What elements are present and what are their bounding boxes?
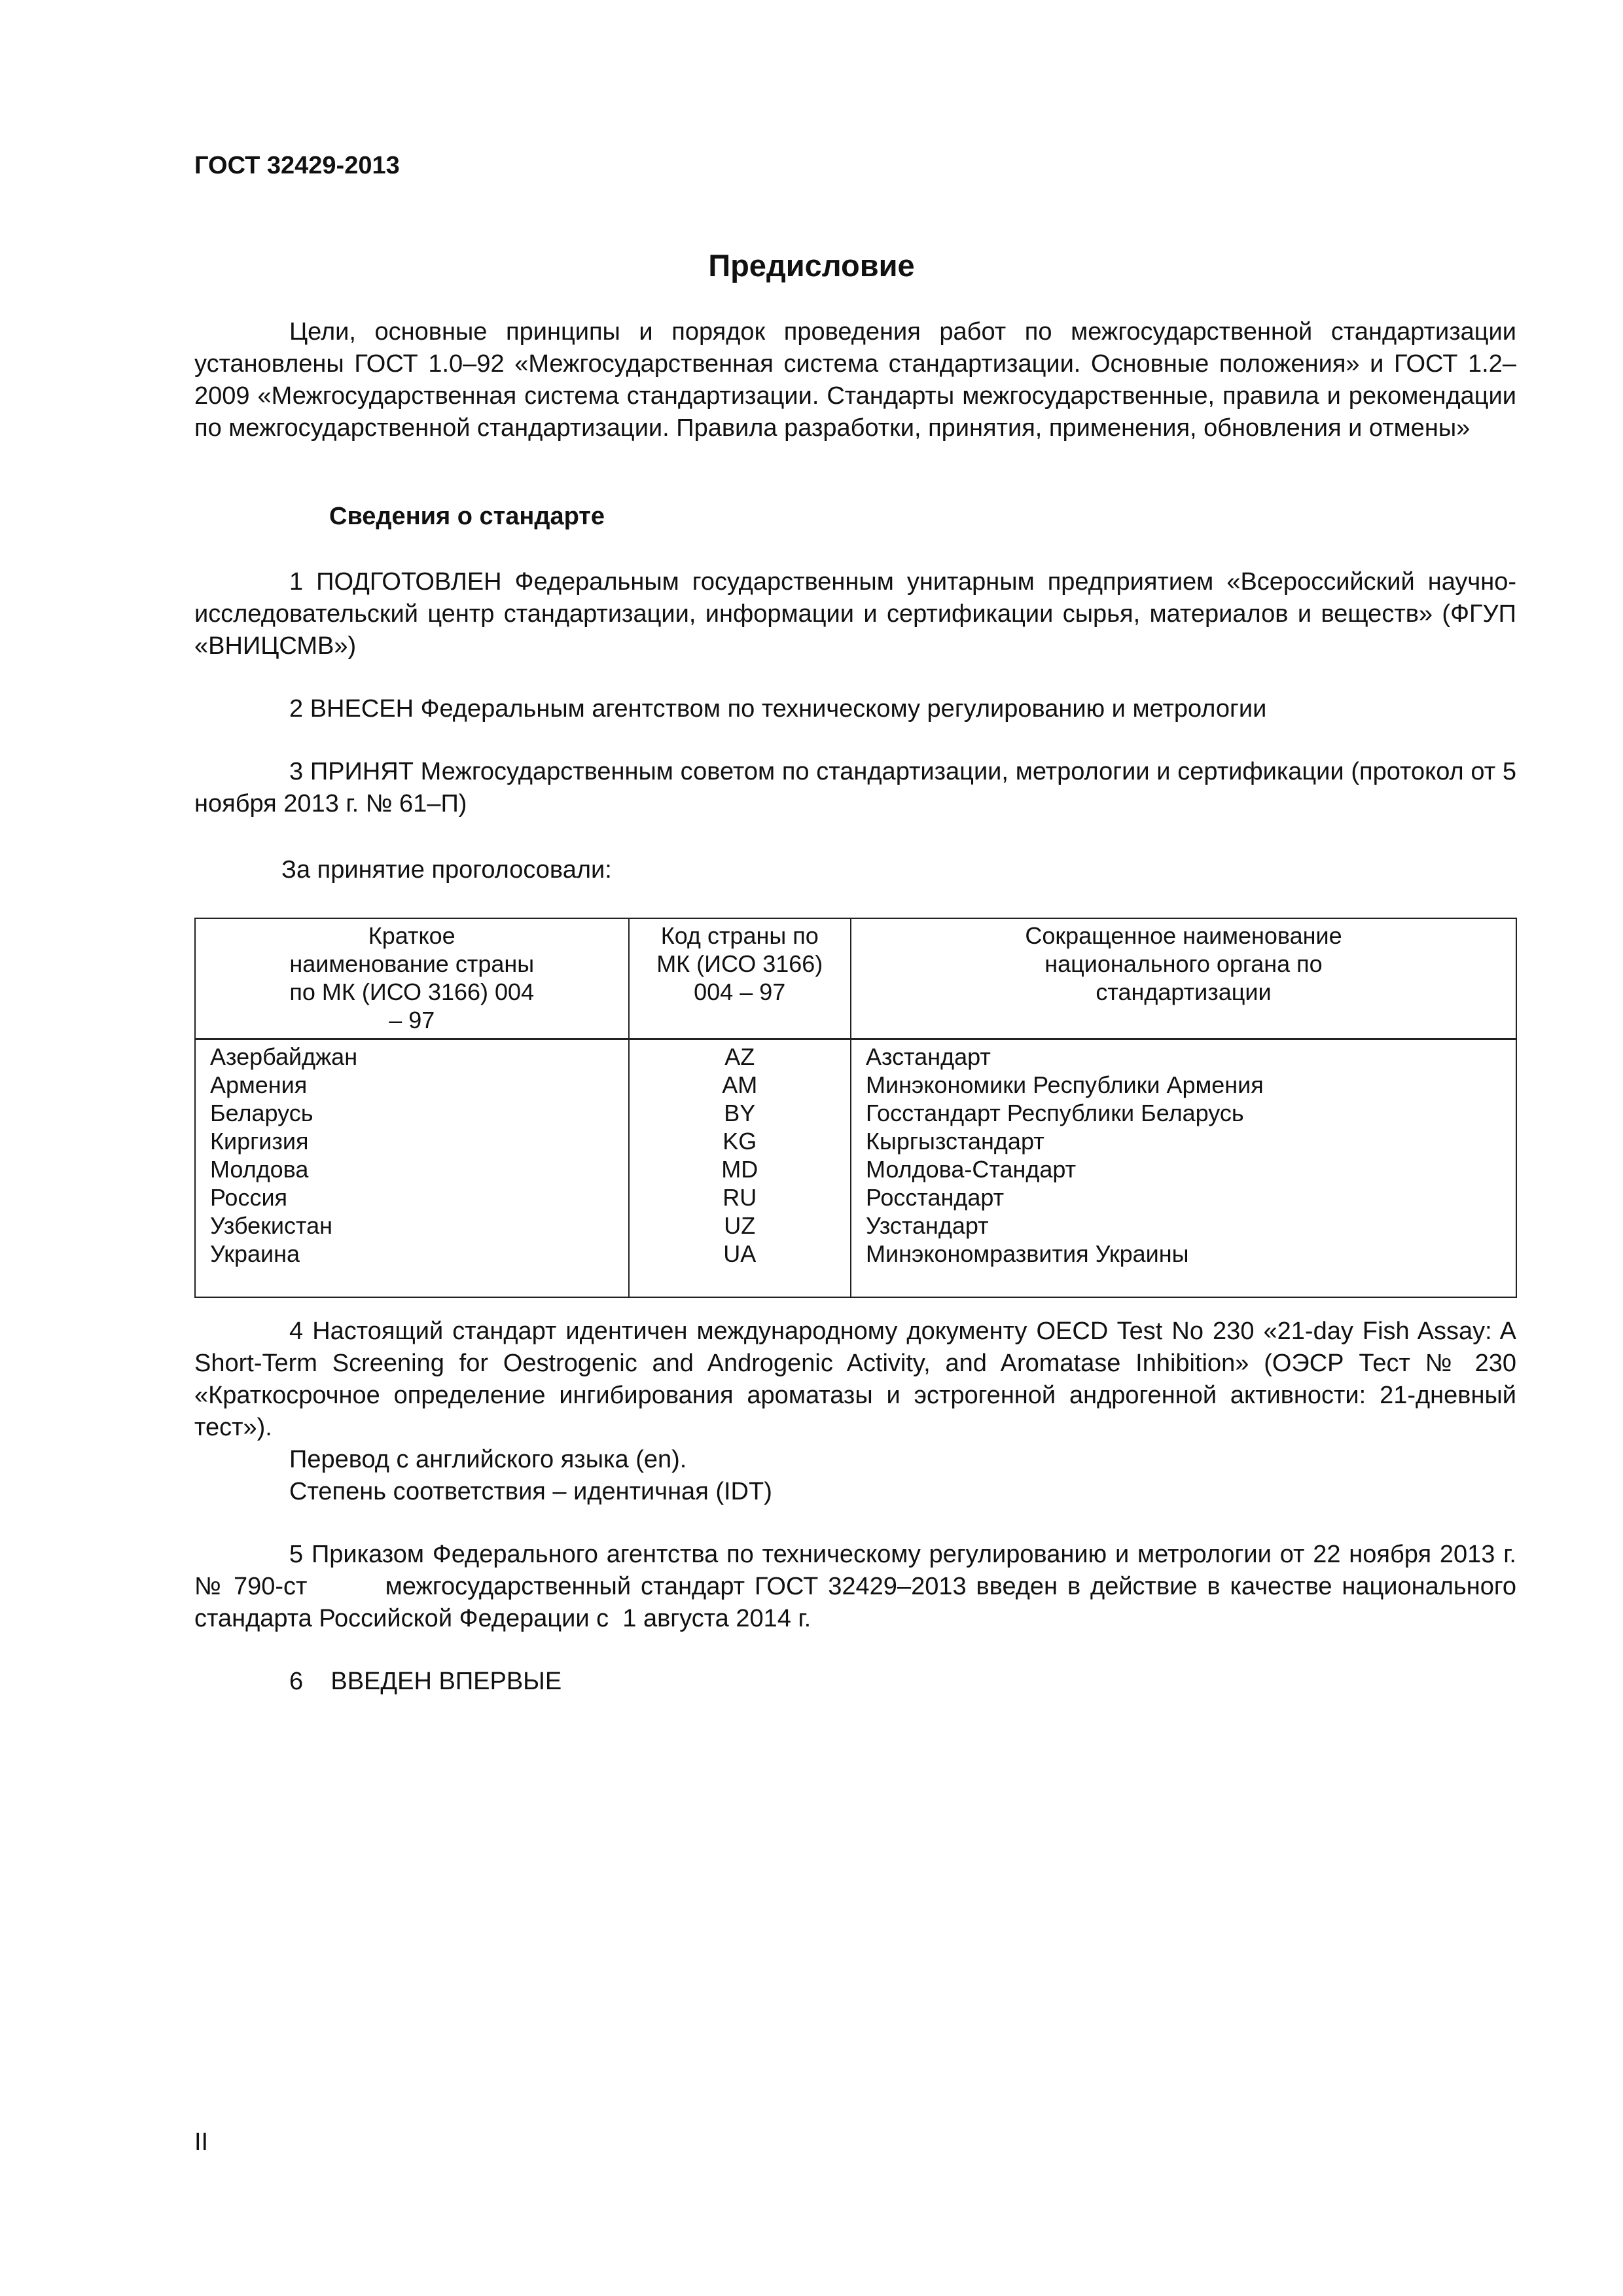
- header-body: Сокращенное наименование национального органа по стандартизации: [851, 918, 1516, 1039]
- cell-country: Киргизия: [195, 1127, 629, 1155]
- item-introduced: 2 ВНЕСЕН Федеральным агентством по техническому регулированию и метрологии: [289, 695, 1267, 723]
- cell-code: RU: [629, 1183, 851, 1211]
- table-row: [195, 1127, 1516, 1155]
- cell-code: KG: [629, 1127, 851, 1155]
- table-row: [195, 1071, 1516, 1099]
- page-number: II: [194, 2128, 209, 2156]
- cell-code: AM: [629, 1071, 851, 1099]
- item-identical: 4 Настоящий стандарт идентичен международному документу OECD Test No 230 «21-day Fish Assay: A Short-Term Screening for Oestrogenic and Androgenic Activity, and Aromatase Inhibition» (ОЭСР Тест № 230 «Краткосрочное определение ингибирования ароматазы и эстрогенной андрогенной активности: 21-дневный тест»).: [194, 1318, 1516, 1441]
- table-row: [195, 1240, 1516, 1297]
- cell-country: Россия: [195, 1183, 629, 1211]
- cell-country: Азербайджан: [195, 1039, 629, 1071]
- item-first-time: 6 ВВЕДЕН ВПЕРВЫЕ: [289, 1668, 562, 1695]
- item-translation: Перевод с английского языка (en).: [289, 1446, 687, 1473]
- cell-country: Украина: [195, 1240, 629, 1297]
- cell-body: Узстандарт: [851, 1211, 1516, 1240]
- cell-body: Молдова-Стандарт: [851, 1155, 1516, 1183]
- cell-code: UA: [629, 1240, 851, 1297]
- cell-country: Армения: [195, 1071, 629, 1099]
- table-row: [195, 1039, 1516, 1071]
- voting-table: [194, 918, 1517, 1298]
- voted-intro: За принятие проголосовали:: [281, 856, 612, 884]
- intro-paragraph: Цели, основные принципы и порядок проведения работ по межгосударственной стандартизации установлены ГОСТ 1.0–92 «Межгосударственная система стандартизации. Основные положения» и ГОСТ 1.2–2009 «Межгосударственная система стандартизации. Стандарты межгосударственные, правила и рекомендации по межгосударственной стандартизации. Правила разработки, принятия, применения, обновления и отмены»: [194, 318, 1516, 442]
- header-code: Код страны по МК (ИСО 3166) 004 – 97: [629, 918, 851, 1039]
- cell-body: Минэкономики Республики Армения: [851, 1071, 1516, 1099]
- cell-body: Минэкономразвития Украины: [851, 1240, 1516, 1297]
- table-row: [195, 1211, 1516, 1240]
- item-adopted: 3 ПРИНЯТ Межгосударственным советом по стандартизации, метрологии и сертификации (протокол от 5 ноября 2013 г. № 61–П): [194, 758, 1516, 817]
- item-conformity: Степень соответствия – идентичная (IDT): [289, 1478, 772, 1505]
- cell-body: Кыргызстандарт: [851, 1127, 1516, 1155]
- item-prepared: 1 ПОДГОТОВЛЕН Федеральным государственным унитарным предприятием «Всероссийский научно-исследовательский центр стандартизации, информации и сертификации сырья, материалов и веществ» (ФГУП «ВНИЦСМВ»): [194, 568, 1516, 660]
- section-heading: Сведения о стандарте: [329, 503, 605, 530]
- cell-body: Госстандарт Республики Беларусь: [851, 1099, 1516, 1127]
- cell-code: BY: [629, 1099, 851, 1127]
- cell-country: Беларусь: [195, 1099, 629, 1127]
- document-code: ГОСТ 32429-2013: [194, 152, 400, 179]
- cell-country: Молдова: [195, 1155, 629, 1183]
- cell-body: Азстандарт: [851, 1039, 1516, 1071]
- page-title: Предисловие: [708, 248, 915, 283]
- item-order: 5 Приказом Федерального агентства по техническому регулированию и метрологии от 22 ноября 2013 г.№ 790-ст межгосударственный стандарт ГОСТ 32429–2013 введен в действие в качестве национального стандарта Российской Федерации с 1 августа 2014 г.: [194, 1541, 1524, 1632]
- table-row: [195, 1183, 1516, 1211]
- table-row: [195, 1155, 1516, 1183]
- cell-country: Узбекистан: [195, 1211, 629, 1240]
- cell-code: UZ: [629, 1211, 851, 1240]
- cell-code: AZ: [629, 1039, 851, 1071]
- table-row: [195, 1099, 1516, 1127]
- header-country: Краткое наименование страны по МК (ИСО 3166) 004 – 97: [195, 918, 629, 1039]
- cell-body: Росстандарт: [851, 1183, 1516, 1211]
- table-header-row: [195, 918, 1516, 1039]
- cell-code: MD: [629, 1155, 851, 1183]
